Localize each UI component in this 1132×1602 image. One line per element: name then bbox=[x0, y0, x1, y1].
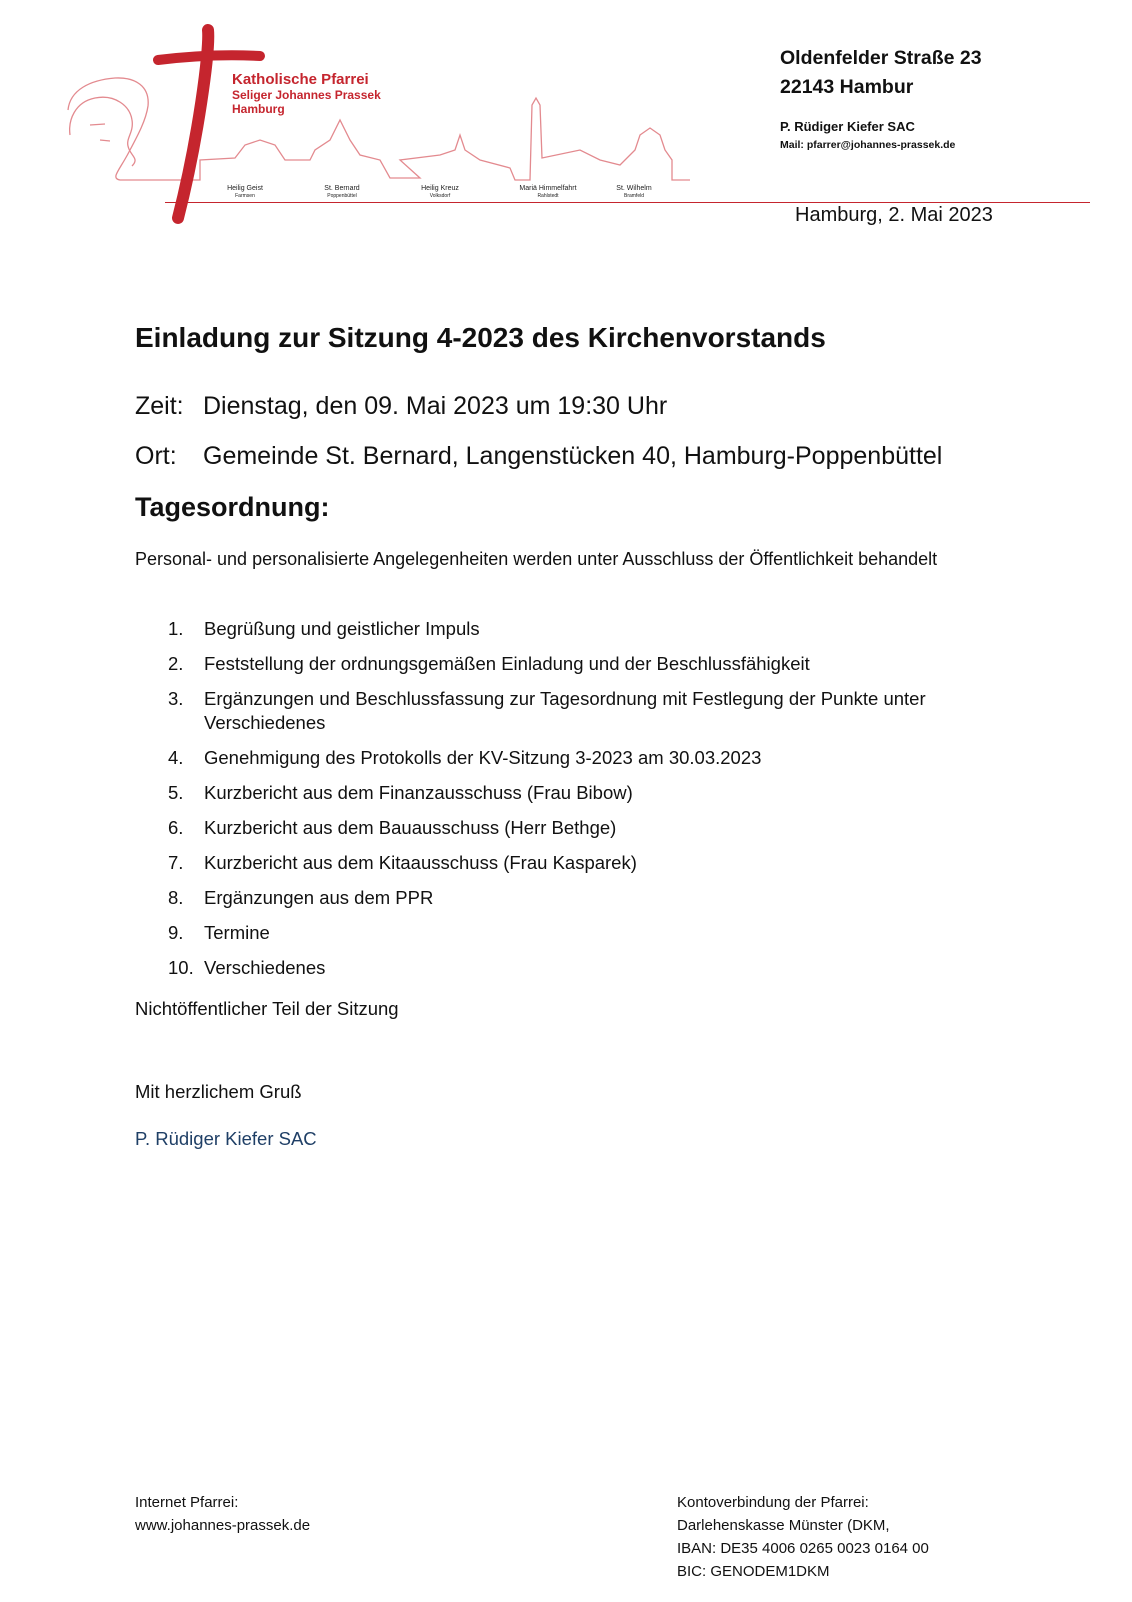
agenda-item-number: 2. bbox=[168, 653, 184, 674]
agenda-item bbox=[135, 652, 1015, 676]
org-name-line3: Hamburg bbox=[232, 102, 285, 116]
church-place: Volksdorf bbox=[429, 193, 451, 199]
footer-internet-url: www.johannes-prassek.de bbox=[135, 1517, 311, 1534]
church-name: St. Wilhelm bbox=[616, 185, 652, 192]
agenda-item-number: 3. bbox=[168, 688, 184, 709]
agenda-heading: Tagesordnung: bbox=[135, 492, 330, 522]
non-public-part: Nichtöffentlicher Teil der Sitzung bbox=[135, 998, 399, 1019]
agenda-item-number: 10. bbox=[168, 957, 194, 978]
letter-date: Hamburg, 2. Mai 2023 bbox=[795, 204, 993, 226]
footer-bank-label: Kontoverbindung der Pfarrei: bbox=[677, 1494, 869, 1511]
agenda-note: Personal- und personalisierte Angelegenheiten werden unter Ausschluss der Öffentlichkeit behandelt bbox=[135, 549, 938, 569]
header-divider bbox=[165, 202, 1090, 203]
agenda-item-number: 8. bbox=[168, 887, 184, 908]
agenda-item bbox=[135, 687, 1015, 735]
footer-bank-name: Darlehenskasse Münster (DKM, bbox=[677, 1517, 890, 1534]
meeting-place bbox=[135, 442, 942, 471]
org-name-line1: Katholische Pfarrei bbox=[232, 71, 369, 88]
letter-title: Einladung zur Sitzung 4-2023 des Kirchenvorstands bbox=[135, 322, 826, 353]
footer-bank bbox=[677, 1491, 929, 1583]
church-name: Mariä Himmelfahrt bbox=[519, 185, 577, 192]
place-value: Gemeinde St. Bernard, Langenstücken 40, Hamburg-Poppenbüttel bbox=[203, 442, 943, 470]
agenda-item-text: Ergänzungen aus dem PPR bbox=[204, 887, 434, 908]
agenda-item-number: 7. bbox=[168, 852, 184, 873]
agenda-item-number: 5. bbox=[168, 782, 184, 803]
agenda-item bbox=[135, 781, 1015, 805]
church-name: Heilig Geist bbox=[227, 185, 263, 192]
address-city: 22143 Hambur bbox=[780, 76, 914, 98]
footer-iban: IBAN: DE35 4006 0265 0023 0164 00 bbox=[677, 1540, 929, 1557]
agenda-item-text: Kurzbericht aus dem Finanzausschuss (Frau Bibow) bbox=[204, 782, 633, 803]
agenda-item bbox=[135, 956, 1015, 980]
agenda-list bbox=[135, 617, 1015, 991]
time-value: Dienstag, den 09. Mai 2023 um 19:30 Uhr bbox=[203, 392, 668, 420]
agenda-item-number: 9. bbox=[168, 922, 184, 943]
time-label: Zeit: bbox=[135, 392, 184, 420]
address-street: Oldenfelder Straße 23 bbox=[780, 47, 982, 69]
address-mail: Mail: pfarrer@johannes-prassek.de bbox=[780, 139, 956, 151]
agenda-item-text: Feststellung der ordnungsgemäßen Einladung und der Beschlussfähigkeit bbox=[204, 653, 810, 674]
agenda-item-text: Verschiedenes bbox=[204, 957, 326, 978]
agenda-item-text: Begrüßung und geistlicher Impuls bbox=[204, 618, 480, 639]
agenda-item-text: Ergänzungen und Beschlussfassung zur Tagesordnung mit Festlegung der Punkte unter Verschiedenes bbox=[204, 688, 926, 733]
agenda-item-text: Kurzbericht aus dem Kitaausschuss (Frau Kasparek) bbox=[204, 852, 637, 873]
agenda-item bbox=[135, 851, 1015, 875]
address-priest: P. Rüdiger Kiefer SAC bbox=[780, 119, 915, 134]
org-name-line2: Seliger Johannes Prassek bbox=[232, 88, 381, 102]
greeting: Mit herzlichem Gruß bbox=[135, 1081, 302, 1102]
agenda-item-text: Kurzbericht aus dem Bauausschuss (Herr Bethge) bbox=[204, 817, 617, 838]
church-place: Bramfeld bbox=[623, 193, 645, 199]
meeting-time bbox=[135, 392, 667, 421]
agenda-item-text: Genehmigung des Protokolls der KV-Sitzung 3-2023 am 30.03.2023 bbox=[204, 747, 762, 768]
agenda-item bbox=[135, 746, 1015, 770]
church-place: Rahlstedt bbox=[537, 193, 559, 199]
agenda-item-text: Termine bbox=[204, 922, 270, 943]
agenda-item-number: 6. bbox=[168, 817, 184, 838]
church-place: Farmsen bbox=[235, 193, 255, 199]
church-place: Poppenbüttel bbox=[327, 193, 357, 199]
church-name: Heilig Kreuz bbox=[421, 185, 459, 192]
agenda-item bbox=[135, 886, 1015, 910]
agenda-item-number: 4. bbox=[168, 747, 184, 768]
agenda-item bbox=[135, 617, 1015, 641]
footer-internet-label: Internet Pfarrei: bbox=[135, 1494, 239, 1511]
signature: P. Rüdiger Kiefer SAC bbox=[135, 1128, 317, 1149]
place-label: Ort: bbox=[135, 442, 177, 470]
church-name: St. Bernard bbox=[324, 185, 360, 192]
agenda-item bbox=[135, 921, 1015, 945]
agenda-item-number: 1. bbox=[168, 618, 184, 639]
footer-internet bbox=[135, 1491, 310, 1537]
agenda-item bbox=[135, 816, 1015, 840]
footer-bic: BIC: GENODEM1DKM bbox=[677, 1563, 830, 1580]
